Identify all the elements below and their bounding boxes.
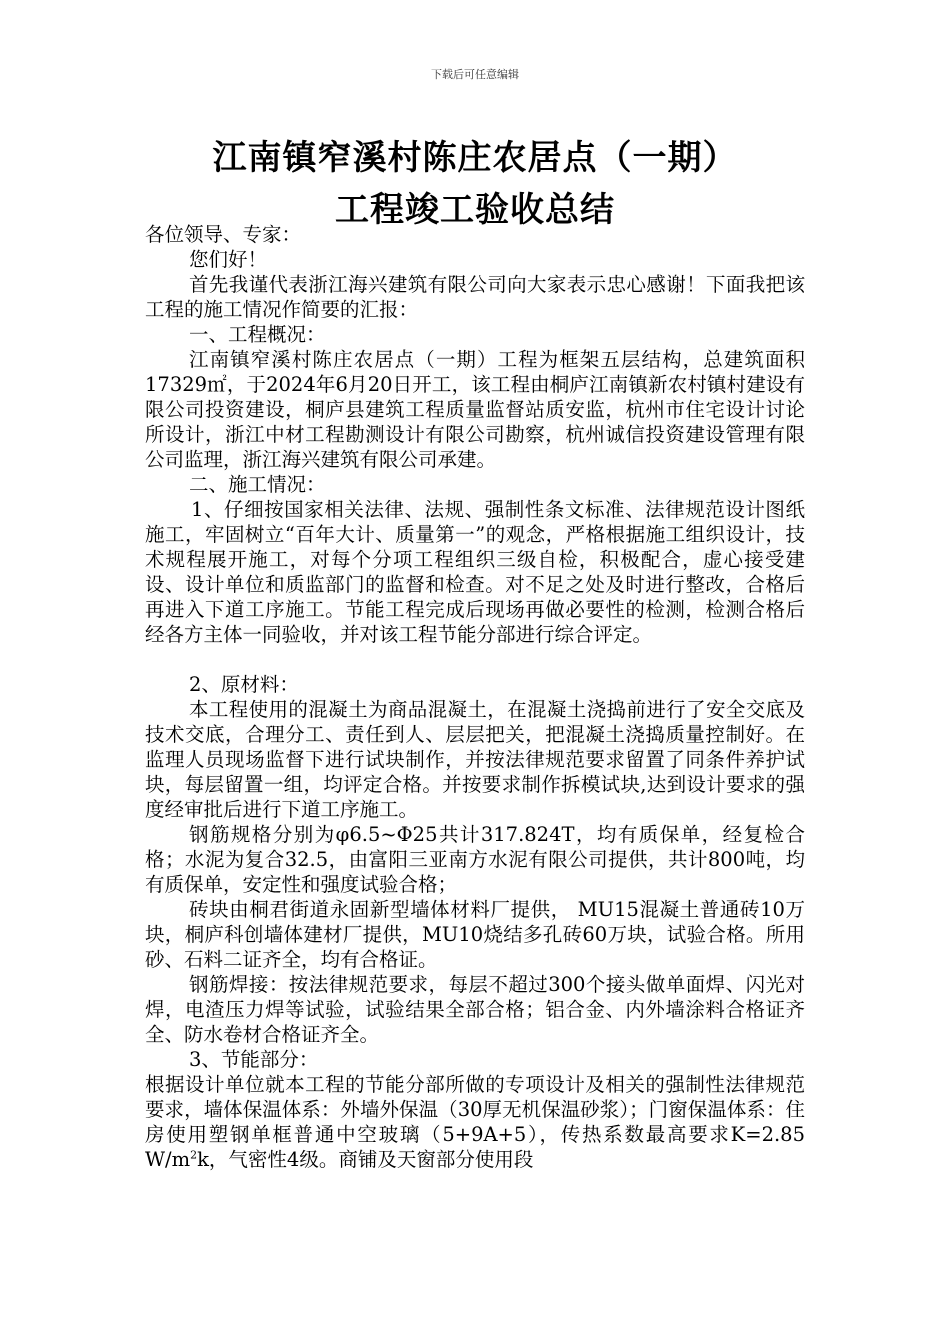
item1-paragraph: 1、仔细按国家相关法律、法规、强制性条文标准、法律规范设计图纸施工，牢固树立“百年大计、质量第一”的观念，严格根据施工组织设计，技术规程展开施工，对每个分项工程组织三级自检，积极配合，虚心接受建设、设计单位和质监部门的监督和检查。对不足之处及时进行整改，合格后再进入下道工序施工。节能工程完成后现场再做必要性的检测，检测合格后经各方主体一同验收，并对该工程节能分部进行综合评定。 [145, 498, 805, 646]
item2-heading: 2、原材料： [189, 673, 299, 696]
item3-paragraph [145, 1072, 805, 1172]
title-line-1: 江南镇窄溪村陈庄农居点（一期） [212, 138, 738, 178]
title-line-2: 工程竣工验收总结 [335, 190, 615, 230]
item2-paragraph-4: 钢筋焊接：按法律规范要求，每层不超过300个接头做单面焊、闪光对焊，电渣压力焊等试验，试验结果全部合格；铝合金、内外墙涂料合格证齐全、防水卷材合格证齐全。 [145, 973, 805, 1046]
header-note: 下载后可任意编辑 [431, 68, 519, 81]
item2-paragraph-3: 砖块由桐君街道永固新型墙体材料厂提供， MU15混凝土普通砖10万块，桐庐科创墙体建材厂提供，MU10烧结多孔砖60万块，试验合格。所用砂、石料二证齐全，均有合格证。 [145, 898, 805, 971]
item3-text-b: k，气密性4级。商铺及天窗部分使用段 [197, 1148, 534, 1171]
item2-paragraph-1: 本工程使用的混凝土为商品混凝土，在混凝土浇捣前进行了安全交底及技术交底，合理分工、责任到人、层层把关，把混凝土浇捣质量控制好。在监理人员现场监督下进行试块制作，并按法律规范要求留置了同条件养护试块，每层留置一组，均评定合格。并按要求制作拆模试块,达到设计要求的强度经审批后进行下道工序施工。 [145, 698, 805, 821]
intro-paragraph: 首先我谨代表浙江海兴建筑有限公司向大家表示忠心感谢！下面我把该工程的施工情况作简要的汇报： [145, 273, 805, 321]
blank-line [145, 647, 805, 672]
superscript: 2 [190, 1148, 198, 1162]
section1-paragraph: 江南镇窄溪村陈庄农居点（一期）工程为框架五层结构，总建筑面积17329㎡，于2024年6月20日开工，该工程由桐庐江南镇新农村镇村建设有限公司投资建设，桐庐县建筑工程质量监督站质安监，杭州市住宅设计讨论所设计，浙江中材工程勘测设计有限公司勘察，杭州诚信投资建设管理有限公司监理，浙江海兴建筑有限公司承建。 [145, 348, 805, 471]
document-body [145, 222, 805, 1172]
item3-heading: 3、节能部分： [189, 1048, 319, 1071]
salutation: 各位领导、专家： [145, 223, 302, 246]
section1-heading: 一、工程概况： [189, 323, 326, 346]
greeting: 您们好！ [189, 248, 268, 271]
item3-text-a: 根据设计单位就本工程的节能分部所做的专项设计及相关的强制性法律规范要求，墙体保温体系：外墙外保温（30厚无机保温砂浆）；门窗保温体系：住房使用塑钢单框普通中空玻璃（5+9A+5），传热系数最高要求K=2.85 W/m [145, 1073, 805, 1171]
section2-heading: 二、施工情况： [189, 473, 326, 496]
item2-paragraph-2: 钢筋规格分别为φ6.5~Φ25共计317.824T，均有质保单，经复检合格；水泥为复合32.5，由富阳三亚南方水泥有限公司提供，共计800吨，均有质保单，安定性和强度试验合格； [145, 823, 805, 896]
